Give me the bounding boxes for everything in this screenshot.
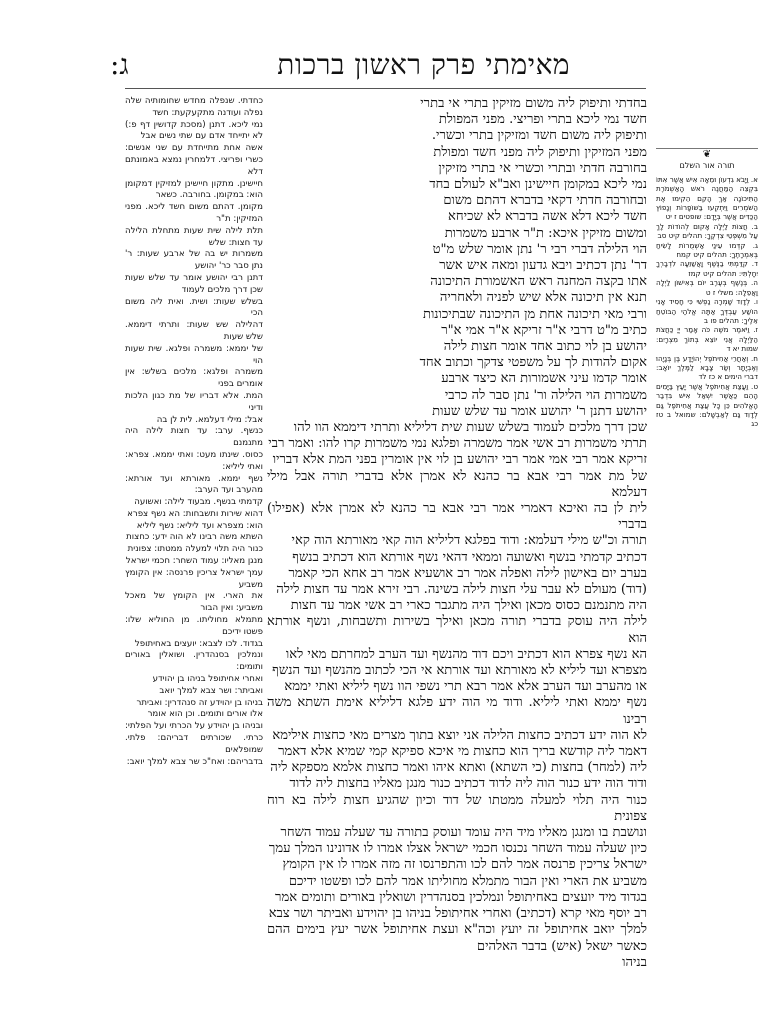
rashi-line: תלת לילה שית שעות מתחלת הלילה עד חצות: שלש bbox=[125, 225, 263, 248]
gemara-line: אקום להודות לך על משפטי צדקך וכתוב אחד bbox=[419, 355, 647, 371]
rashi-line: אבל: מילי דעלמא. לית לן בה bbox=[156, 414, 263, 425]
torah-or-entry: ד. קִדַּמְתִּי בַנֶּשֶׁף וָאֲשַׁוֵּעָה לִדְבָרְךָ יִחָלְתִּי: תהלים קיט קמז bbox=[656, 259, 758, 278]
rashi-line: נמי ליכא. דתנן (מסכת קדושין דף פ:) לא יתייחד אדם עם שתי נשים אבל bbox=[125, 119, 263, 142]
rashi-line: כחדתי. שנפלה מחדש שחומותיה שלה נפלה ועודנה מתקעקעת: חשד bbox=[125, 96, 263, 118]
gemara-line: ישראל צריכין פרנסה אמר להם לכו והתפרנסו זה מזה אמרו לו אין הקומץ bbox=[282, 857, 647, 873]
gemara-line: כיון שעלה עמוד השחר נכנסו חכמי ישראל אצלו אמרו לו אדונינו המלך עמך bbox=[268, 841, 647, 857]
gemara-line: בערב יום באישון לילה ואפלה אמר רב אושעיא אמר רב אחא הכי קאמר bbox=[288, 565, 647, 581]
rashi-line: אלו אורים ותומים. וכן הוא אומר bbox=[147, 709, 263, 720]
gemara-line: תורה וכ"ש מילי דעלמא: ודוד בפלגא דליליא הוה קאי מאורתא הוה קאי bbox=[291, 533, 647, 549]
gemara-line: לילה היה עוסק בדברי תורה מכאן ואילך בשירות ותשבחות, ונשף אורתא הוא bbox=[267, 614, 647, 646]
torah-or-entry: ג. קִדְּמוּ עֵינַי אַשְׁמֻרוֹת לָשִׂיחַ בְּאִמְרָתֶךָ: תהלים קיט קמח bbox=[656, 240, 758, 260]
gemara-line: חשד נמי ליכא בתרי ופריצי. מפני המפולת bbox=[438, 112, 647, 128]
rashi-line: מנגן מאליו: עמוד השחר: חכמי ישראל bbox=[125, 556, 263, 567]
rashi-line: בשלש שעות: ושית. ואית ליה משום הכי bbox=[125, 296, 263, 319]
gemara-line: לית לן בה ואיכא דאמרי אמר רבי אבא בר כהנא לא אמרן אלא (אפילו) בדברי bbox=[267, 501, 647, 533]
gemara-line: אתו בקצה המחנה ראש האשמורת התיכונה bbox=[430, 274, 647, 290]
gemara-line: תנא אין תיכונה אלא שיש לפניה ולאחריה bbox=[439, 290, 647, 306]
gemara-line: ליה (למחר) בחצות (כי השתא) ואתא איהו ואמר כחצות אלמא מספקא ליה bbox=[270, 760, 647, 776]
rashi-line: כנשף. ערב: עד חצות לילה היה מתנמנם bbox=[125, 426, 263, 449]
rashi-line: משמרה ופלגא: מלכים בשלש: אין אומרים בפני bbox=[125, 367, 263, 390]
rashi-line: המת. אלא דבריו של מת כגון הלכות ודיני bbox=[125, 390, 263, 413]
gemara-line: הא נשף צפרא הוא דכתיב ויכם דוד מהנשף ועד הערב למחרתם מאי לאו bbox=[285, 646, 647, 662]
gemara-line: מפני המזיקין ותיפוק ליה מפני חשד ומפולת bbox=[433, 144, 647, 160]
gemara-line: בחורבה חדתי ובתרי וכשרי אי בתרי מזיקין bbox=[438, 160, 647, 176]
gemara-line: ותיפוק ליה משום חשד ומזיקין בתרי וכשרי. bbox=[431, 128, 647, 144]
gemara-line: יהושע בן לוי כתוב אחד אומר חצות לילה bbox=[443, 339, 647, 355]
gemara-line: ובחורבה חדתי דקאי בדברא דהתם משום bbox=[443, 193, 647, 209]
torah-or-heading: תורה אור השלם bbox=[679, 161, 735, 171]
gemara-line: משביע את הארי ואין הבור מתמלא מחוליתו אמר להם לכו ופשטו ידיכם bbox=[288, 873, 647, 889]
rashi-line: ואביתר: ושר צבא למלך יואב bbox=[159, 685, 263, 696]
gemara-line: תרתי משמרות רב אשי אמר משמרה ופלגא נמי משמרות קרו להו: ואמר רבי bbox=[268, 436, 647, 452]
gemara-line: ונושבת בו ומנגן מאליו מיד היה עומד ועוסק בתורה עד שעלה עמוד השחר bbox=[280, 825, 647, 841]
rashi-line: כנור היה תלוי למעלה ממטתו: צפונית bbox=[127, 544, 263, 555]
gemara-line: כתיב מ"ט דרבי א"ר זריקא א"ר אמי א"ר bbox=[441, 322, 647, 338]
rashi-line: את הארי. אין הקומץ של מאכל משביע: ואין הבור bbox=[125, 591, 263, 614]
gemara-line: ומשום מזיקין איכא: ת"ר ארבע משמרות bbox=[444, 225, 647, 241]
gemara-line: היה מתנמנם כסוס מכאן ואילך היה מתגבר כארי רב אשי אמר עד חצות bbox=[290, 598, 647, 614]
gemara-upper bbox=[267, 96, 647, 420]
rashi-line: נשף יממא. מאורתא ועד אורתא: מהערב ועד הערב: bbox=[125, 473, 263, 496]
rashi-line: דהלילה שש שעות: ותרתי דיממא. שלש שעות bbox=[125, 320, 263, 342]
gemara-line: בניהו bbox=[622, 954, 647, 970]
gemara-lower bbox=[267, 420, 647, 971]
gemara-line: הוי הלילה דברי רבי ר' נתן אומר שלש מ"ט bbox=[432, 241, 647, 257]
gemara-line: זריקא אמר רבי אמי אמר רבי יהושע בן לוי אין אומרין בפני המת אלא דבריו bbox=[272, 452, 647, 468]
gemara-line: ורבי מאי תיכונה אחת מן התיכונה שבתיכונות bbox=[422, 306, 647, 322]
rashi-line: משמרות יש בה של ארבע שעות: ר' נתן סבר כר' יהושע bbox=[125, 249, 263, 272]
rashi-line: כסוס. שינתו מעט: ואתי יממא. צפרא: ואתי ליליא: bbox=[125, 449, 263, 472]
torah-or-entry: ט. וַעֲצַת אֲחִיתֹפֶל אֲשֶׁר יָעַץ בַּיָּמִים הָהֵם כַּאֲשֶׁר יִשְׁאַל אִישׁ בִּדְבַר הָאֱלֹהִים כֵּן כָּל עֲצַת אֲחִיתֹפֶל גַּם לְדָוִד גַּם לְאַבְשָׁלֹם: שמואל ב טז כג bbox=[656, 381, 758, 429]
gemara-line: מצפרא ועד ליליא לא מאורתא ועד אורתא אי הכי לכתוב מהנשף ועד הנשף bbox=[272, 663, 647, 679]
gemara-line: בגדוד מיד יועצים באחיתופל ונמלכין בסנהדרין ושואלין באורים ותומים אמר bbox=[275, 889, 647, 905]
gemara-line: משמרות הוי הלילה ור' נתן סבר לה כרבי bbox=[444, 387, 647, 403]
gemara-line: (דוד) מעולם לא עבר עלי חצות לילה בשינה. רבי זירא אמר עד חצות לילה bbox=[276, 582, 647, 598]
rashi-line: חיישינן. מתקון חיישינן למזיקין דמקומן הוא: במקומן. בחורבה. כשאר bbox=[125, 178, 263, 201]
rashi-line: בדבריהם: ואח"כ שר צבא למלך יואב: bbox=[126, 756, 263, 767]
daf-number: ג: bbox=[110, 48, 129, 81]
gemara-line: למלך יואב אחיתופל זה יועץ וכה"א ועצת אחיתופל אשר יעץ בימים ההם כאשר ישאל (איש) בדבר האלהים bbox=[267, 922, 647, 954]
header-rule bbox=[125, 88, 646, 89]
gemara-line: דאמר ליה קודשא בריך הוא כחצות מי איכא ספיקא קמי שמיא אלא דאמר bbox=[278, 744, 647, 760]
torah-or-column bbox=[656, 150, 758, 429]
ornament-icon: ❦ bbox=[702, 149, 712, 160]
torah-or-entry: ב. חֲצוֹת לַיְלָה אָקוּם לְהוֹדוֹת לָךְ עַל מִשְׁפְּטֵי צִדְקֶךָ: תהלים קיט סב bbox=[656, 221, 758, 241]
rashi-line: עמך ישראל צריכין פרנסה: אין הקומץ משביע bbox=[125, 567, 263, 590]
torah-or-entry: ז. וַיֹּאמֶר משֶׁה כֹּה אָמַר יְיָ כַּחֲצֹת הַלַּיְלָה אֲנִי יוֹצֵא בְּתוֹךְ מִצְרָיִם: שמות יא ד bbox=[656, 325, 758, 354]
rashi-line: מתמלא מחוליתו. מן החוליא שלו: פשטו ידיכם bbox=[125, 615, 263, 637]
torah-or-entry: א. וַיָּבֹא גִדְעוֹן וּמֵאָה אִישׁ אֲשֶׁר אִתּוֹ בִּקְצֵה הַמַּחֲנֶה רֹאשׁ הָאַשְׁמֹרֶת הַתִּיכוֹנָה אַךְ הָקֵם הֵקִימוּ אֶת הַשֹּׁמְרִים וַיִּתְקְעוּ בַּשּׁוֹפָרוֹת וְנָפוֹץ הַכַּדִּים אֲשֶׁר בְּיָדָם: שופטים ז יט bbox=[656, 174, 758, 222]
rashi-line: דתנן רבי יהושע אומר עד שלש שעות שכן דרך מלכים לעמוד bbox=[125, 272, 263, 295]
gemara-line: דכתיב קדמתי בנשף ואשועה וממאי דהאי נשף אורתא הוא דכתיב בנשף bbox=[292, 549, 647, 565]
gemara-line: ודוד הוה ידע כנור הוה ליה לדוד דכתיב כנור מנגן מאליו בחצות ליה לדוד bbox=[289, 776, 647, 792]
gemara-line: בחדתי ותיפוק ליה משום מזיקין בתרי אי בתרי bbox=[420, 96, 647, 111]
gemara-line: או מהערב ועד הערב אלא אמר רבא תרי נשפי הוו נשף ליליא ואתי יממא bbox=[284, 679, 647, 695]
rashi-line: ונמלכין בסנהדרין. ושואלין באורים ותומים: bbox=[125, 650, 263, 673]
gemara-line: אומר קדמו עיני אשמורות הא כיצד ארבע bbox=[441, 371, 647, 387]
page-header bbox=[110, 48, 680, 84]
torah-or-entry: ו. לְדָוִד שָׁמְרָה נַפְשִׁי כִּי חָסִיד אָנִי הוֹשַׁע עַבְדְּךָ אַתָּה אֱלֹהַי הַבּוֹטֵחַ אֵלֶיךָ: תהלים פו ב bbox=[656, 297, 758, 325]
gemara-line: יהושע דתנן ר' יהושע אומר עד שלש שעות bbox=[432, 403, 647, 419]
gemara-line: רב יוסף מאי קרא (דכתיב) ואחרי אחיתופל בניהו בן יהוידע ואביתר ושר צבא bbox=[268, 906, 647, 922]
gemara-line: לא הוה ידע דכתיב כחצות הלילה אני יוצא בתוך מצרים מאי כחצות אילימא bbox=[272, 727, 647, 743]
rashi-column bbox=[125, 96, 263, 768]
torah-or-entry: ה. בְּנֶשֶׁף בְּעֶרֶב יוֹם בְּאִישׁוֹן לַיְלָה וַאֲפֵלָה: משלי ז ט bbox=[656, 278, 758, 297]
gemara-line: חשד ליכא דלא אשה בדברא לא שכיחא bbox=[448, 209, 647, 225]
gemara-line: של מת אמר רבי אבא בר כהנא לא אמרן אלא בדברי תורה אבל מילי דעלמא bbox=[267, 468, 647, 500]
gemara-line: כנור היה תלוי למעלה ממטתו של דוד וכיון שהגיע חצות לילה בא רוח צפונית bbox=[267, 792, 647, 824]
gemara-line: שכן דרך מלכים לעמוד בשלש שעות שית דליליא ותרתי דיממא הוו להו bbox=[293, 420, 647, 435]
rashi-line: בניהו בן יהוידע זה סנהדרין: ואביתר bbox=[136, 697, 263, 708]
rashi-line: דהוא שירות ותשבחות: הא נשף צפרא bbox=[127, 508, 263, 519]
gemara-line: נשף יממא ואתי ליליא. ודוד מי הוה ידע פלגא דליליא אימת השתא משה רבינו bbox=[267, 695, 647, 727]
rashi-line: מקומן. דהתם משום חשד ליכא. מפני המזיקין: ת"ר bbox=[125, 202, 263, 224]
rashi-line: כרתי. שכורתים דבריהם: פלתי. שמופלאים bbox=[125, 733, 263, 755]
rashi-line: של יממא: משמרה ופלגא. שית שעות הוי bbox=[125, 343, 263, 366]
torah-or-top-rule bbox=[656, 148, 758, 149]
rashi-line: אשה אחת מתייחדת עם שני אנשים: כשרי ופריצי. דלמחרין נמצא באמונתם דלא bbox=[125, 143, 263, 177]
rashi-line: השתא משה רבינו לא הוה ידע: כחצות bbox=[126, 532, 263, 543]
rashi-line: הוא: מצפרא ועד ליליא: נשף ליליא bbox=[136, 520, 263, 531]
rashi-line: בגדוד. לכו לצבא: יועצים באחיתופל bbox=[134, 638, 263, 649]
gemara-line: נמי ליכא במקומן חיישינן ואב"א לעולם בחד bbox=[429, 177, 647, 193]
gemara-line: דר' נתן דכתיב ויבא גדעון ומאה איש אשר bbox=[439, 258, 647, 274]
rashi-line: קדמתי בנשף. מבעוד לילה: ואשועה bbox=[134, 497, 263, 508]
rashi-line: ואחרי אחיתופל בניהו בן יהוידע bbox=[152, 674, 263, 685]
chapter-title: מאימתי פרק ראשון ברכות bbox=[277, 48, 570, 81]
torah-or-entry: ח. וְאַחֲרֵי אֲחִיתֹפֶל יְהוֹיָדָע בֶּן בְּנָיָהוּ וְאֶבְיָתָר וְשַׂר צָבָא לַמֶּלֶךְ יוֹאָב: דברי הימים א כז לד bbox=[656, 353, 758, 382]
rashi-line: ובניהו בן יהוידע על הכרתי ועל הפלתי: bbox=[125, 721, 263, 732]
